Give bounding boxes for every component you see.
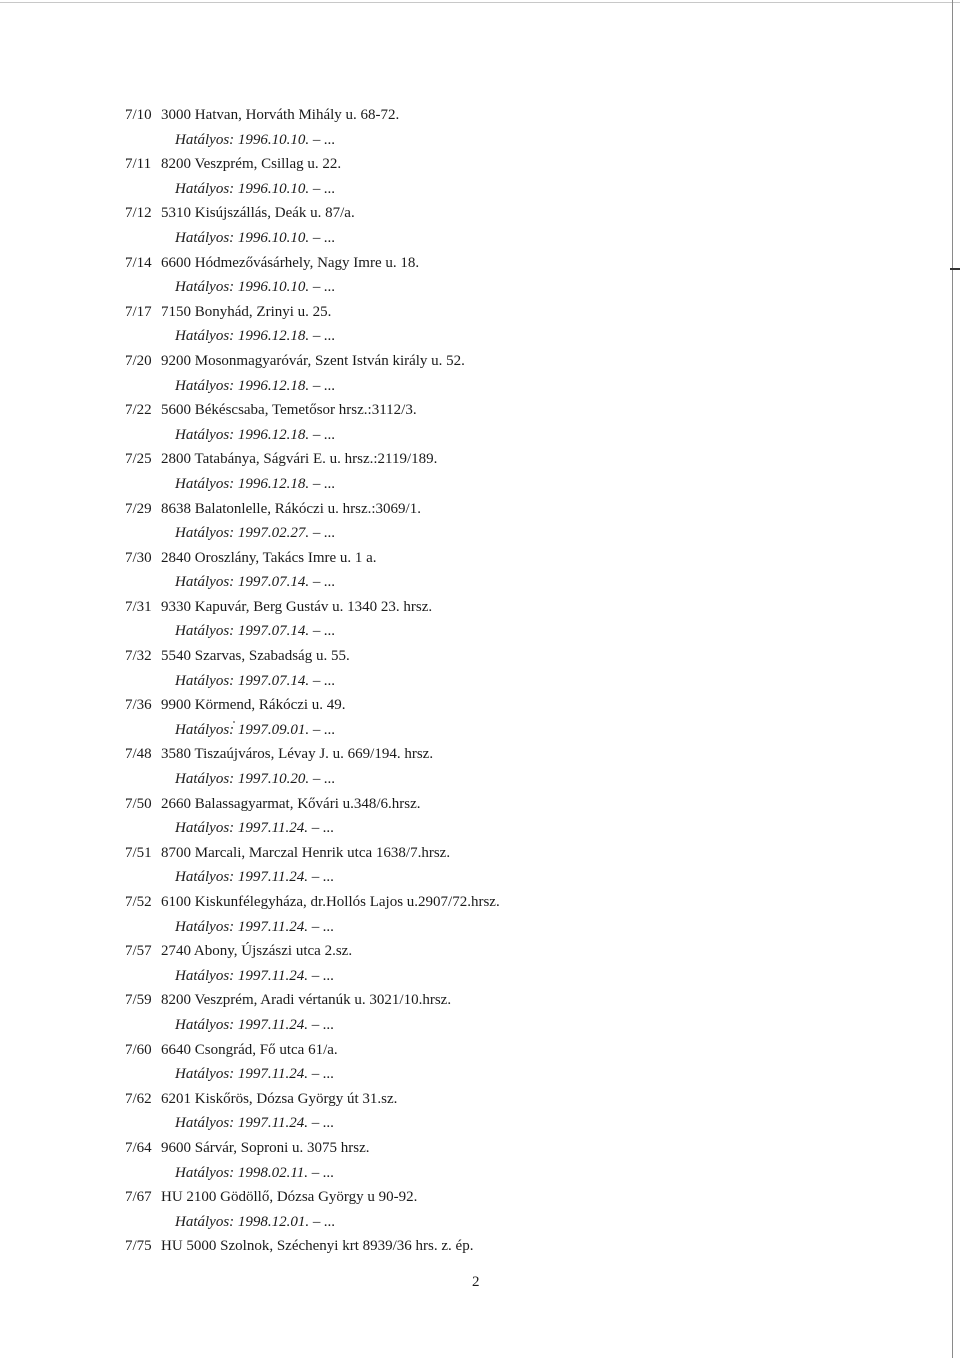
entry-address: 6201 Kiskőrös, Dózsa György út 31.sz. xyxy=(161,1090,398,1107)
registry-entry xyxy=(125,1185,905,1234)
entry-line xyxy=(125,152,905,177)
registry-entries-list xyxy=(125,103,905,1259)
registry-entry xyxy=(125,349,905,398)
entry-validity-date: Hatályos: 1997.11.24. – ... xyxy=(175,1115,335,1132)
entry-validity-date: Hatályos: 1997.11.24. – ... xyxy=(175,918,335,935)
entry-code: 7/52 xyxy=(125,894,152,910)
entry-line xyxy=(125,1038,905,1063)
entry-line xyxy=(125,644,905,669)
registry-entry xyxy=(125,742,905,791)
entry-line xyxy=(125,447,905,472)
entry-line xyxy=(125,1185,905,1210)
entry-code: 7/62 xyxy=(125,1090,152,1107)
entry-code: 7/14 xyxy=(125,254,152,271)
entry-code: 7/67 xyxy=(125,1189,152,1206)
entry-code: 7/10 xyxy=(125,107,152,123)
registry-entry xyxy=(125,152,905,201)
registry-entry xyxy=(125,988,905,1037)
entry-validity-date: Hatályos: 1997.09.01. – ... xyxy=(175,721,336,738)
registry-entry xyxy=(125,1087,905,1136)
entry-address: 2660 Balassagyarmat, Kővári u.348/6.hrsz. xyxy=(161,795,421,812)
entry-validity-date: Hatályos: 1997.11.24. – ... xyxy=(175,967,335,984)
registry-entry xyxy=(125,939,905,988)
registry-entry xyxy=(125,447,905,496)
entry-code: 7/11 xyxy=(125,156,152,173)
entry-address: 8200 Veszprém, Csillag u. 22. xyxy=(161,156,342,173)
entry-validity-date: Hatályos: 1997.02.27. – ... xyxy=(175,525,336,542)
entry-line xyxy=(125,1136,905,1161)
entry-address: 8700 Marcali, Marczal Henrik utca 1638/7.hrsz. xyxy=(161,844,451,861)
entry-code: 7/48 xyxy=(125,746,152,763)
registry-entry xyxy=(125,1038,905,1087)
entry-address: 5600 Békéscsaba, Temetősor hrsz.:3112/3. xyxy=(161,402,417,419)
entry-line xyxy=(125,988,905,1013)
registry-entry xyxy=(125,497,905,546)
entry-line xyxy=(125,890,905,915)
registry-entry xyxy=(125,546,905,595)
entry-validity-date: Hatályos: 1996.12.18. – ... xyxy=(175,377,336,394)
entry-address: 9600 Sárvár, Soproni u. 3075 hrsz. xyxy=(161,1139,370,1156)
entry-address: 6100 Kiskunfélegyháza, dr.Hollós Lajos u.2907/72.hrsz. xyxy=(161,894,500,910)
registry-entry xyxy=(125,792,905,841)
entry-code: 7/36 xyxy=(125,697,152,714)
entry-code: 7/12 xyxy=(125,205,152,222)
entry-address: 6640 Csongrád, Fő utca 61/a. xyxy=(161,1041,338,1058)
registry-entry xyxy=(125,595,905,644)
entry-line xyxy=(125,792,905,817)
entry-line xyxy=(125,251,905,276)
entry-line xyxy=(125,693,905,718)
registry-entry xyxy=(125,693,905,742)
entry-address: 5310 Kisújszállás, Deák u. 87/a. xyxy=(161,205,355,222)
page-number: 2 xyxy=(472,1274,480,1290)
entry-line xyxy=(125,300,905,325)
entry-validity-date: Hatályos: 1997.07.14. – ... xyxy=(175,672,336,689)
registry-entry xyxy=(125,644,905,693)
entry-code: 7/20 xyxy=(125,352,152,369)
entry-line xyxy=(125,1234,905,1259)
entry-line xyxy=(125,742,905,767)
entry-code: 7/31 xyxy=(125,598,152,615)
entry-code: 7/29 xyxy=(125,500,152,517)
entry-line xyxy=(125,595,905,620)
entry-validity-date: Hatályos: 1998.12.01. – ... xyxy=(175,1213,336,1230)
scan-edge-line xyxy=(952,0,953,1358)
entry-address: 8638 Balatonlelle, Rákóczi u. hrsz.:3069/1. xyxy=(161,500,421,517)
registry-entry xyxy=(125,1234,905,1259)
entry-code: 7/75 xyxy=(125,1238,152,1255)
entry-code: 7/64 xyxy=(125,1139,152,1156)
entry-code: 7/22 xyxy=(125,402,152,419)
entry-line xyxy=(125,201,905,226)
entry-address: 5540 Szarvas, Szabadság u. 55. xyxy=(161,648,350,665)
entry-address: 9330 Kapuvár, Berg Gustáv u. 1340 23. hrsz. xyxy=(161,598,433,615)
entry-validity-date: Hatályos: 1996.12.18. – ... xyxy=(175,426,336,443)
entry-line xyxy=(125,103,905,128)
entry-line xyxy=(125,497,905,522)
entry-validity-date: Hatályos: 1996.12.18. – ... xyxy=(175,328,336,345)
entry-line xyxy=(125,546,905,571)
entry-address: 2740 Abony, Újszászi utca 2.sz. xyxy=(161,943,353,960)
entry-validity-date: Hatályos: 1997.07.14. – ... xyxy=(175,623,336,640)
entry-address: 2840 Oroszlány, Takács Imre u. 1 a. xyxy=(161,549,377,566)
entry-code: 7/25 xyxy=(125,451,152,468)
entry-code: 7/57 xyxy=(125,943,152,960)
entry-line xyxy=(125,841,905,866)
entry-code: 7/17 xyxy=(125,303,152,320)
entry-code: 7/50 xyxy=(125,795,152,812)
entry-address: 7150 Bonyhád, Zrinyi u. 25. xyxy=(161,303,332,320)
entry-line xyxy=(125,939,905,964)
entry-address: 3000 Hatvan, Horváth Mihály u. 68-72. xyxy=(161,107,400,123)
entry-address: 3580 Tiszaújváros, Lévay J. u. 669/194. hrsz. xyxy=(161,746,434,763)
entry-address: 8200 Veszprém, Aradi vértanúk u. 3021/10.hrsz. xyxy=(161,992,452,1009)
entry-validity-date: Hatályos: 1997.11.24. – ... xyxy=(175,1016,335,1033)
registry-entry xyxy=(125,890,905,939)
entry-code: 7/60 xyxy=(125,1041,152,1058)
entry-validity-date: Hatályos: 1996.12.18. – ... xyxy=(175,475,336,492)
entry-validity-date: Hatályos: 1996.10.10. – ... xyxy=(175,131,336,148)
entry-line xyxy=(125,398,905,423)
entry-address: HU 5000 Szolnok, Széchenyi krt 8939/36 hrs. z. ép. xyxy=(161,1238,474,1255)
entry-code: 7/32 xyxy=(125,648,152,665)
entry-validity-date: Hatályos: 1997.10.20. – ... xyxy=(175,771,336,788)
scan-edge-line xyxy=(0,2,960,3)
registry-entry xyxy=(125,841,905,890)
scan-mark xyxy=(950,268,960,270)
entry-validity-date: Hatályos: 1996.10.10. – ... xyxy=(175,279,336,296)
entry-validity-date: Hatályos: 1997.11.24. – ... xyxy=(175,869,335,886)
entry-code: 7/59 xyxy=(125,992,152,1009)
entry-validity-date: Hatályos: 1997.11.24. – ... xyxy=(175,820,335,837)
entry-validity-date: Hatályos: 1997.07.14. – ... xyxy=(175,574,336,591)
entry-code: 7/30 xyxy=(125,549,152,566)
entry-address: 2800 Tatabánya, Ságvári E. u. hrsz.:2119/189. xyxy=(161,451,438,468)
registry-entry xyxy=(125,300,905,349)
registry-entry xyxy=(125,1136,905,1185)
entry-address: 6600 Hódmezővásárhely, Nagy Imre u. 18. xyxy=(161,254,420,271)
entry-line xyxy=(125,349,905,374)
entry-code: 7/51 xyxy=(125,844,152,861)
entry-line xyxy=(125,1087,905,1112)
entry-address: HU 2100 Gödöllő, Dózsa György u 90-92. xyxy=(161,1189,418,1206)
registry-entry xyxy=(125,398,905,447)
registry-entry xyxy=(125,103,905,152)
entry-validity-date: Hatályos: 1996.10.10. – ... xyxy=(175,180,336,197)
entry-validity-date: Hatályos: 1997.11.24. – ... xyxy=(175,1066,335,1083)
registry-entry xyxy=(125,251,905,300)
entry-validity-date: Hatályos: 1998.02.11. – ... xyxy=(175,1164,335,1181)
registry-entry xyxy=(125,201,905,250)
entry-address: 9200 Mosonmagyaróvár, Szent István király u. 52. xyxy=(161,352,465,369)
entry-address: 9900 Körmend, Rákóczi u. 49. xyxy=(161,697,346,714)
entry-validity-date: Hatályos: 1996.10.10. – ... xyxy=(175,229,336,246)
